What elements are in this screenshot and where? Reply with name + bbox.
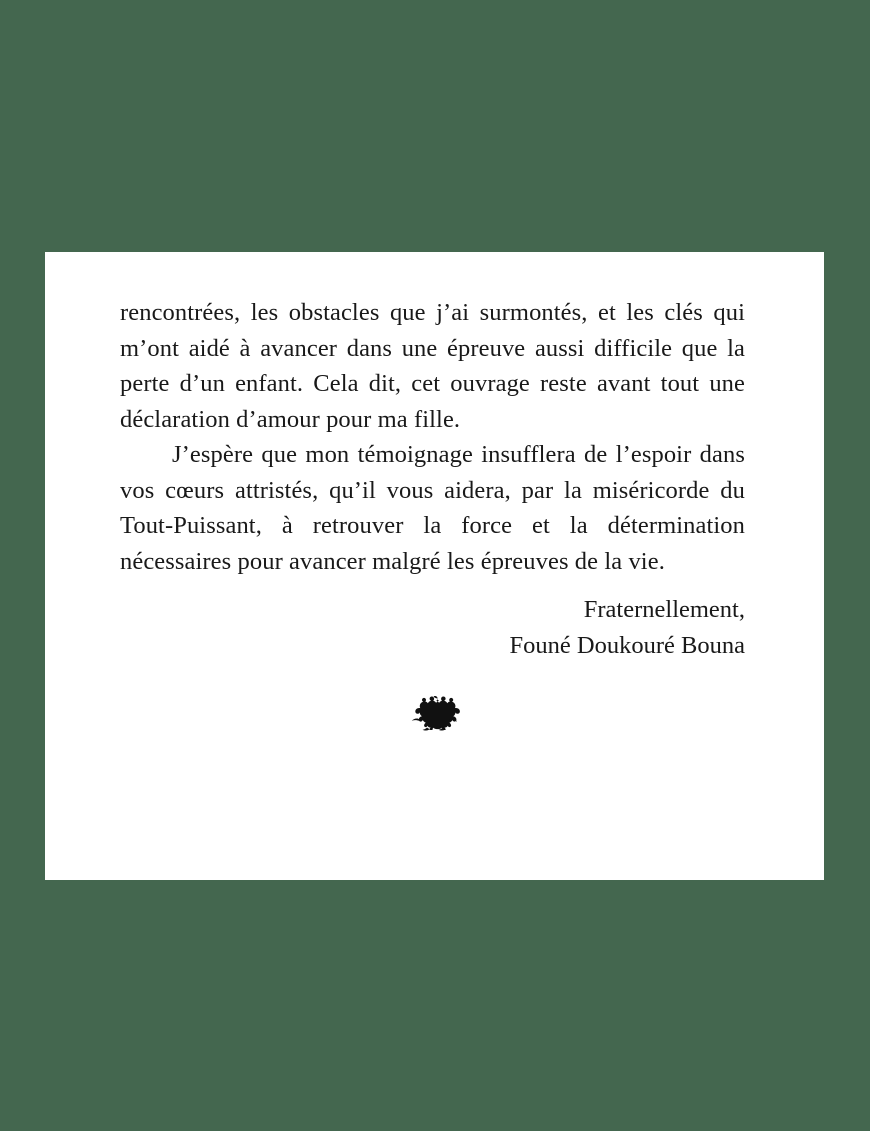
closing-salutation: Fraternellement, [583, 596, 745, 623]
page-text-body [120, 295, 745, 579]
book-page [45, 252, 824, 880]
closing-block [120, 592, 745, 663]
floral-fleuron-ornament [45, 692, 824, 732]
paragraph-continuation: rencontrées, les obstacles que j’ai surmontés, et les clés qui m’ont aidé à avancer dans une épreuve aussi difficile que la perte d’un enfant. Cela dit, cet ouvrage reste avant tout une déclaration d’amour pour ma fille. [120, 299, 745, 433]
paragraph-hope: J’espère que mon témoignage insufflera de l’espoir dans vos cœurs attristés, qu’il vous aidera, par la miséricorde du Tout-Puissant, à retrouver la force et la détermination nécessaires pour avancer malgré les épreuves de la vie. [120, 441, 745, 575]
author-signature: Founé Doukouré Bouna [509, 631, 745, 659]
